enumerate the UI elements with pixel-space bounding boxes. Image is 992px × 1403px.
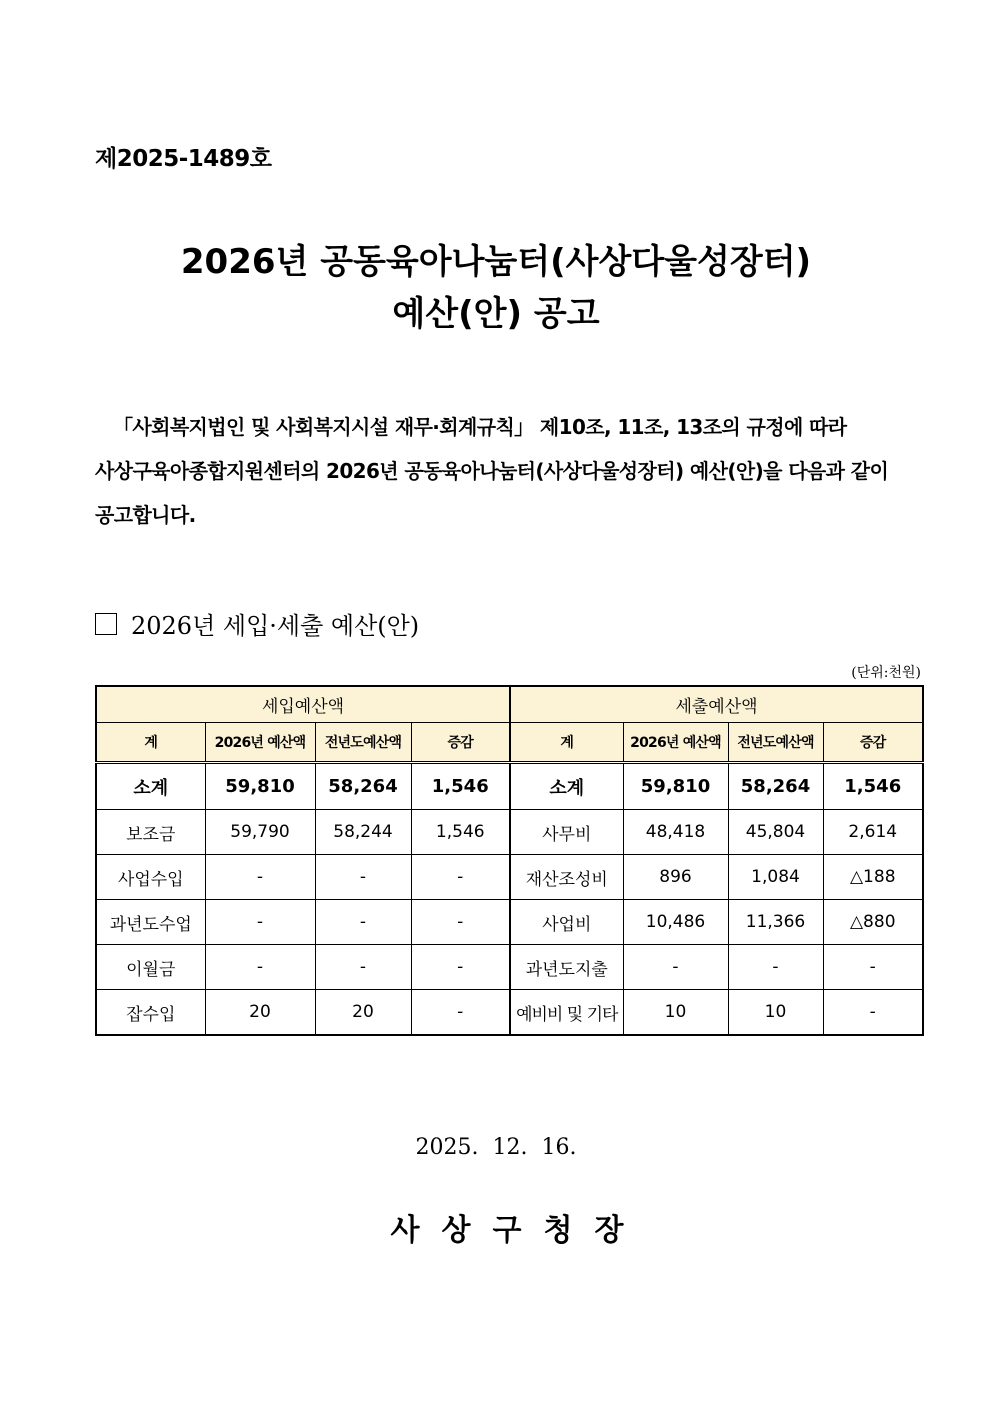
revenue-header: 세입예산액 xyxy=(96,686,510,723)
table-cell: 1,546 xyxy=(411,810,510,855)
signer-title: 사상구청장 xyxy=(390,1213,646,1248)
table-cell: - xyxy=(823,990,923,1036)
document-date: 2025. 12. 16. xyxy=(415,1135,577,1160)
table-cell: △188 xyxy=(823,855,923,900)
table-row xyxy=(96,810,923,855)
table-cell: 잡수입 xyxy=(96,990,205,1036)
table-cell: 10 xyxy=(623,990,728,1036)
table-cell: 소계 xyxy=(96,763,205,810)
table-cell: - xyxy=(315,900,411,945)
checkbox-square-icon xyxy=(95,613,117,635)
table-cell: △880 xyxy=(823,900,923,945)
table-cell: - xyxy=(205,855,315,900)
unit-note: (단위:천원) xyxy=(851,665,921,681)
table-cell: 이월금 xyxy=(96,945,205,990)
column-header: 2026년 예산액 xyxy=(205,723,315,763)
table-cell: 사무비 xyxy=(510,810,623,855)
table-cell: 2,614 xyxy=(823,810,923,855)
table-column-header-row xyxy=(96,723,923,763)
intro-line-1: 「사회복지법인 및 사회복지시설 재무·회계규칙」 제10조, 11조, 13조의 규정에 따라 xyxy=(113,415,847,439)
table-cell: - xyxy=(205,900,315,945)
table-row xyxy=(96,990,923,1036)
table-cell: - xyxy=(411,900,510,945)
table-cell: 11,366 xyxy=(728,900,823,945)
table-cell: 보조금 xyxy=(96,810,205,855)
table-cell: 과년도지출 xyxy=(510,945,623,990)
column-header: 2026년 예산액 xyxy=(623,723,728,763)
document-title xyxy=(0,236,992,340)
table-cell: 소계 xyxy=(510,763,623,810)
table-row xyxy=(96,945,923,990)
section-heading xyxy=(95,606,419,641)
table-cell: 1,546 xyxy=(411,763,510,810)
table-cell: 재산조성비 xyxy=(510,855,623,900)
section-heading-text: 2026년 세입·세출 예산(안) xyxy=(131,612,420,640)
intro-line-3: 공고합니다. xyxy=(95,503,196,527)
title-line-1: 2026년 공동육아나눔터(사상다울성장터) xyxy=(180,242,812,282)
table-cell: - xyxy=(315,855,411,900)
table-cell: - xyxy=(728,945,823,990)
table-cell: 58,264 xyxy=(315,763,411,810)
table-cell: - xyxy=(411,945,510,990)
table-cell: - xyxy=(623,945,728,990)
table-cell: - xyxy=(823,945,923,990)
table-cell: 59,810 xyxy=(205,763,315,810)
table-row xyxy=(96,855,923,900)
table-cell: 20 xyxy=(205,990,315,1036)
table-cell: 896 xyxy=(623,855,728,900)
table-cell: 과년도수업 xyxy=(96,900,205,945)
table-cell: 10 xyxy=(728,990,823,1036)
column-header: 전년도예산액 xyxy=(728,723,823,763)
budget-table xyxy=(95,685,924,1036)
column-header: 증감 xyxy=(823,723,923,763)
table-group-header-row xyxy=(96,686,923,723)
table-cell: 48,418 xyxy=(623,810,728,855)
column-header: 계 xyxy=(96,723,205,763)
table-cell: 사업비 xyxy=(510,900,623,945)
table-cell: 예비비 및 기타 xyxy=(510,990,623,1036)
table-cell: 1,546 xyxy=(823,763,923,810)
table-cell: 59,790 xyxy=(205,810,315,855)
document-number: 제2025-1489호 xyxy=(95,146,272,172)
table-cell: 20 xyxy=(315,990,411,1036)
table-cell: 사업수입 xyxy=(96,855,205,900)
table-cell: 10,486 xyxy=(623,900,728,945)
table-cell: - xyxy=(315,945,411,990)
table-cell: 59,810 xyxy=(623,763,728,810)
intro-paragraph xyxy=(95,405,921,537)
column-header: 증감 xyxy=(411,723,510,763)
table-cell: - xyxy=(205,945,315,990)
table-total-row xyxy=(96,763,923,810)
table-cell: 58,264 xyxy=(728,763,823,810)
intro-line-2: 사상구육아종합지원센터의 2026년 공동육아나눔터(사상다울성장터) 예산(안)을 다음과 같이 xyxy=(95,459,889,483)
table-cell: 1,084 xyxy=(728,855,823,900)
table-cell: 58,244 xyxy=(315,810,411,855)
column-header: 전년도예산액 xyxy=(315,723,411,763)
column-header: 계 xyxy=(510,723,623,763)
table-cell: - xyxy=(411,990,510,1036)
table-row xyxy=(96,900,923,945)
title-line-2: 예산(안) 공고 xyxy=(392,294,600,334)
table-cell: - xyxy=(411,855,510,900)
expense-header: 세출예산액 xyxy=(510,686,923,723)
table-cell: 45,804 xyxy=(728,810,823,855)
